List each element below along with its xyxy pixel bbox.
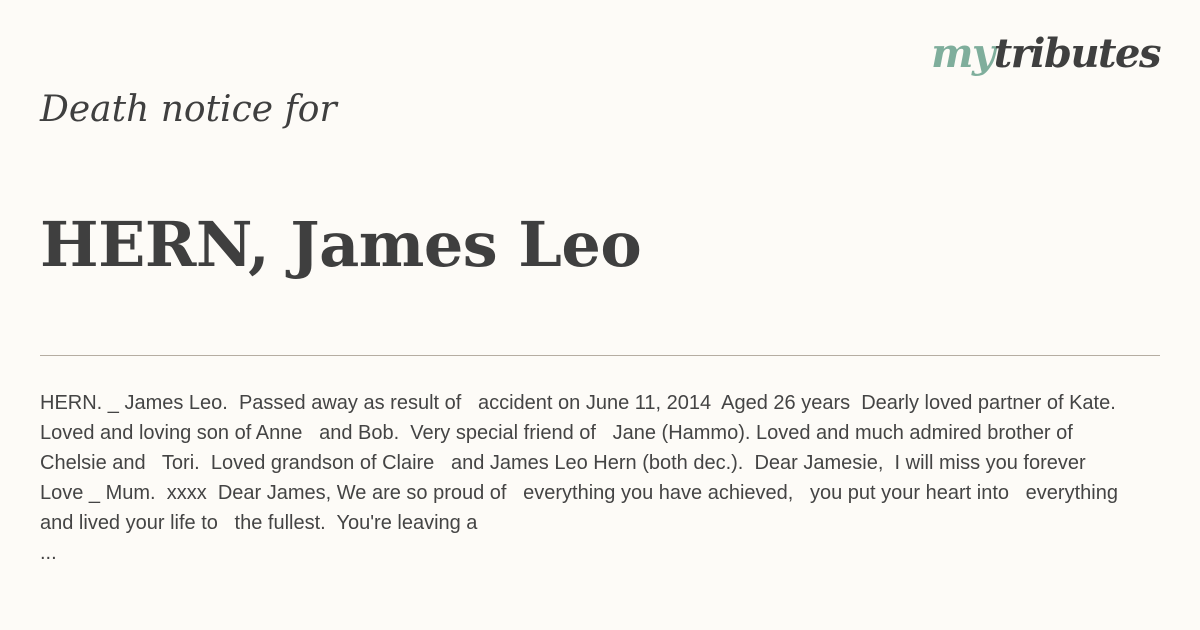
logo-prefix: my	[931, 30, 994, 77]
deceased-name: HERN, James Leo	[40, 208, 642, 281]
divider	[40, 355, 1160, 356]
logo-suffix: tributes	[993, 30, 1160, 77]
notice-excerpt: HERN. _ James Leo. Passed away as result of accident on June 11, 2014 Aged 26 years Dearly loved partner of Kate. Loved and loving son of Anne and Bob. Very special friend of Jane (Hammo). Loved and much admired brother of Chelsie and Tori. Loved grandson of Claire and James Leo Hern (both dec.). Dear Jamesie, I will miss you forever Love _ Mum. xxxx Dear James, We are so proud of everything you have achieved, you put your heart into everything and lived your life to the fullest. You're leaving a ...	[40, 392, 1118, 564]
notice-kicker: Death notice for	[40, 89, 337, 130]
mytributes-logo	[931, 30, 1160, 77]
